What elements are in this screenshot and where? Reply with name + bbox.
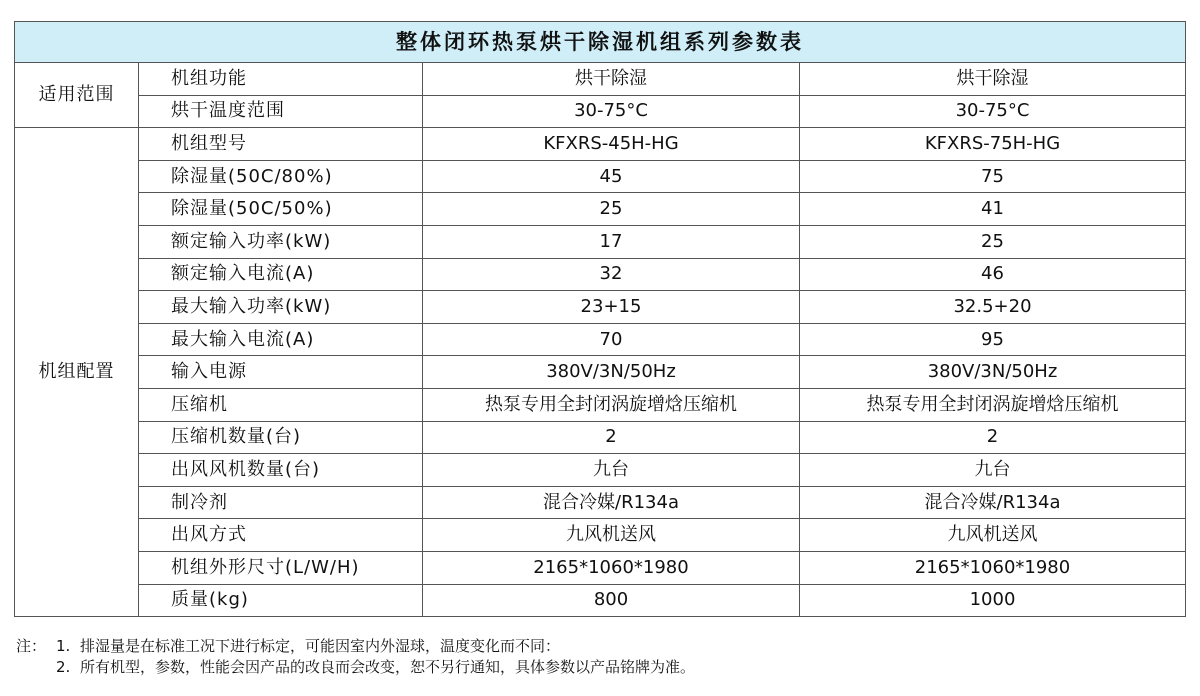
group-label: 适用范围: [15, 63, 139, 128]
model-2-value: 2: [800, 421, 1186, 454]
model-1-value: 23+15: [423, 291, 800, 324]
model-1-value: 32: [423, 258, 800, 291]
model-1-value: 70: [423, 323, 800, 356]
table-row: [15, 388, 1186, 421]
param-name: 机组型号: [139, 128, 423, 161]
param-name: 出风风机数量(台): [139, 454, 423, 487]
param-name: 压缩机: [139, 388, 423, 421]
table-row: [15, 486, 1186, 519]
model-2-value: 32.5+20: [800, 291, 1186, 324]
param-name: 质量(kg): [139, 584, 423, 617]
model-1-value: 2: [423, 421, 800, 454]
table-row: [15, 291, 1186, 324]
model-1-value: 380V/3N/50Hz: [423, 356, 800, 389]
model-1-value: 九风机送风: [423, 519, 800, 552]
model-1-value: 热泵专用全封闭涡旋增焓压缩机: [423, 388, 800, 421]
param-name: 压缩机数量(台): [139, 421, 423, 454]
note-number: 2.: [56, 658, 71, 676]
table-row: [15, 225, 1186, 258]
group-label: 机组配置: [15, 128, 139, 617]
param-name: 制冷剂: [139, 486, 423, 519]
note-text: 所有机型，参数，性能会因产品的改良而会改变，恕不另行通知，具体参数以产品铭牌为准。: [80, 658, 696, 676]
model-1-value: 混合冷媒/R134a: [423, 486, 800, 519]
model-2-value: 2165*1060*1980: [800, 551, 1186, 584]
notes-prefix: 注：: [16, 637, 47, 655]
model-1-value: 烘干除湿: [423, 63, 800, 96]
model-1-value: 17: [423, 225, 800, 258]
model-2-value: 41: [800, 193, 1186, 226]
param-name: 机组功能: [139, 63, 423, 96]
param-name: 最大输入电流(A): [139, 323, 423, 356]
model-1-value: 25: [423, 193, 800, 226]
model-2-value: 混合冷媒/R134a: [800, 486, 1186, 519]
model-2-value: KFXRS-75H-HG: [800, 128, 1186, 161]
param-name: 除湿量(50C/50%): [139, 193, 423, 226]
model-2-value: 380V/3N/50Hz: [800, 356, 1186, 389]
note-number: 1.: [56, 637, 71, 655]
note-text: 排湿量是在标准工况下进行标定，可能因室内外湿球，温度变化而不同：: [80, 637, 561, 655]
model-1-value: 30-75°C: [423, 95, 800, 128]
model-1-value: 2165*1060*1980: [423, 551, 800, 584]
model-1-value: 800: [423, 584, 800, 617]
spec-table: [14, 21, 1186, 617]
param-name: 最大输入功率(kW): [139, 291, 423, 324]
model-2-value: 热泵专用全封闭涡旋增焓压缩机: [800, 388, 1186, 421]
model-2-value: 九台: [800, 454, 1186, 487]
param-name: 出风方式: [139, 519, 423, 552]
model-1-value: KFXRS-45H-HG: [423, 128, 800, 161]
table-row: [15, 551, 1186, 584]
param-name: 烘干温度范围: [139, 95, 423, 128]
model-2-value: 75: [800, 160, 1186, 193]
model-2-value: 46: [800, 258, 1186, 291]
table-row: [15, 63, 1186, 96]
note-line-1: [16, 636, 1186, 657]
table-row: [15, 323, 1186, 356]
model-2-value: 30-75°C: [800, 95, 1186, 128]
model-2-value: 九风机送风: [800, 519, 1186, 552]
title-row: [15, 22, 1186, 63]
table-row: [15, 160, 1186, 193]
table-row: [15, 584, 1186, 617]
model-1-value: 45: [423, 160, 800, 193]
param-name: 除湿量(50C/80%): [139, 160, 423, 193]
param-name: 额定输入功率(kW): [139, 225, 423, 258]
model-1-value: 九台: [423, 454, 800, 487]
table-row: [15, 128, 1186, 161]
model-2-value: 1000: [800, 584, 1186, 617]
table-row: [15, 421, 1186, 454]
param-name: 额定输入电流(A): [139, 258, 423, 291]
notes: [16, 636, 1186, 678]
table-row: [15, 454, 1186, 487]
model-2-value: 95: [800, 323, 1186, 356]
table-row: [15, 258, 1186, 291]
table-row: [15, 519, 1186, 552]
model-2-value: 烘干除湿: [800, 63, 1186, 96]
note-line-2: [16, 657, 1186, 678]
model-2-value: 25: [800, 225, 1186, 258]
spec-table-body: [15, 22, 1186, 617]
table-row: [15, 356, 1186, 389]
table-row: [15, 193, 1186, 226]
param-name: 机组外形尺寸(L/W/H): [139, 551, 423, 584]
param-name: 输入电源: [139, 356, 423, 389]
table-title: 整体闭环热泵烘干除湿机组系列参数表: [15, 22, 1186, 63]
table-row: [15, 95, 1186, 128]
